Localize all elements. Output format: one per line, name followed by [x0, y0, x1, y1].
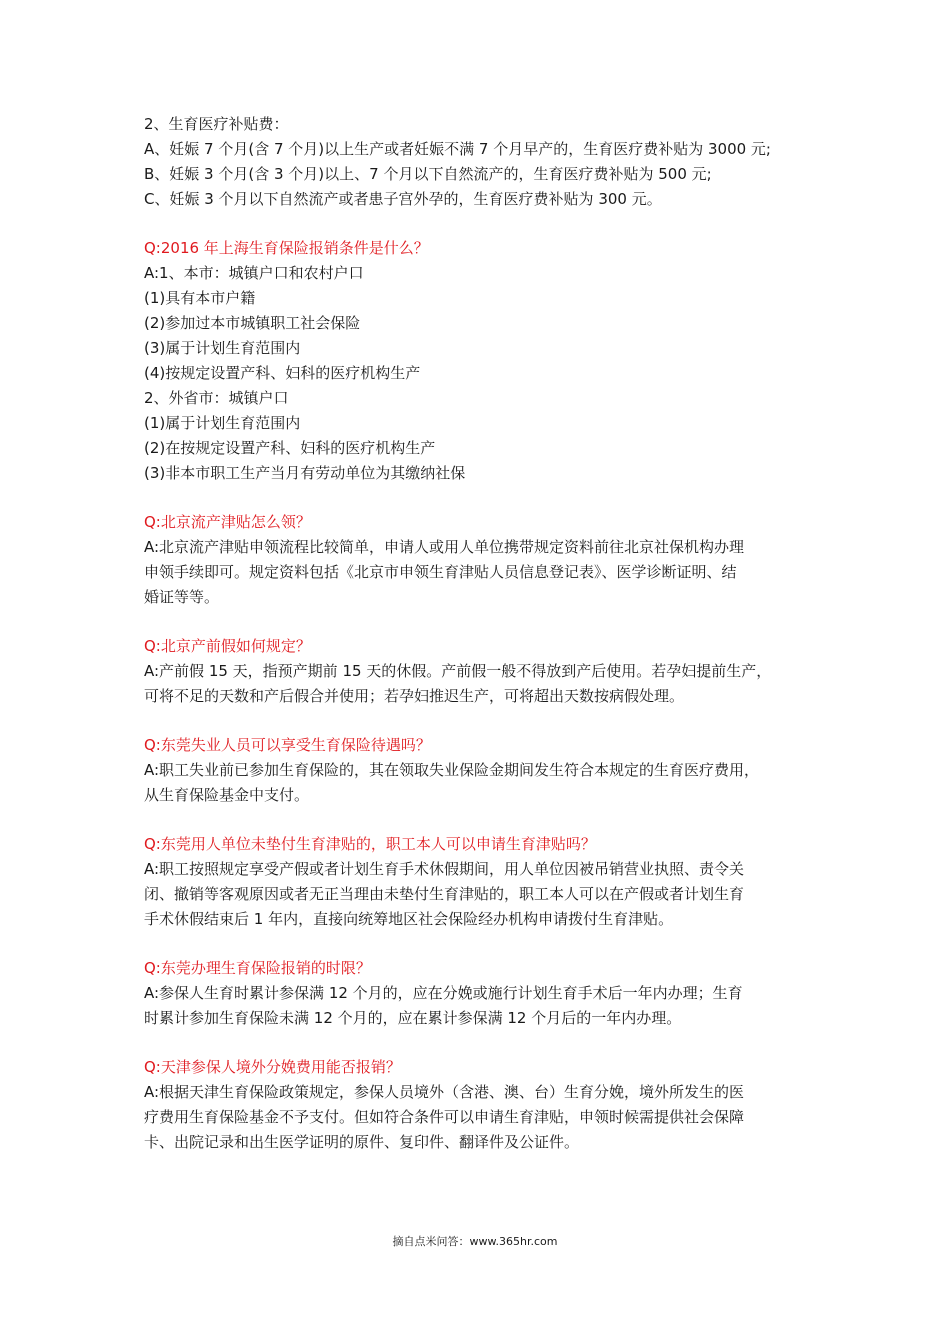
answer-line: (1)属于计划生育范围内: [144, 414, 301, 432]
answer-line: 时累计参加生育保险未满 12 个月的，应在累计参保满 12 个月后的一年内办理。: [144, 1009, 682, 1027]
subsidy-item-a: A、妊娠 7 个月(含 7 个月)以上生产或者妊娠不满 7 个月早产的，生育医疗费补贴为 3000 元;: [144, 140, 771, 158]
source-footer: 摘自点米问答：www.365hr.com: [392, 1235, 558, 1248]
section-gap: [144, 808, 816, 832]
section-gap: [144, 486, 816, 510]
section-gap: [144, 1031, 816, 1055]
question-beijing-miscarriage: Q:北京流产津贴怎么领？: [144, 513, 311, 531]
answer-line: 卡、出院记录和出生医学证明的原件、复印件、翻译件及公证件。: [144, 1133, 580, 1151]
answer-line: 2、外省市：城镇户口: [144, 389, 289, 407]
answer-line: 可将不足的天数和产后假合并使用；若孕妇推迟生产，可将超出天数按病假处理。: [144, 687, 685, 705]
answer-line: (3)非本市职工生产当月有劳动单位为其缴纳社保: [144, 464, 466, 482]
answer-line: A:职工按照规定享受产假或者计划生育手术休假期间，用人单位因被吊销营业执照、责令关: [144, 860, 745, 878]
subsidy-item-b: B、妊娠 3 个月(含 3 个月)以上、7 个月以下自然流产的，生育医疗费补贴为 500 元;: [144, 165, 712, 183]
section-gap: [144, 709, 816, 733]
answer-line: A:北京流产津贴申领流程比较简单，申请人或用人单位携带规定资料前往北京社保机构办理: [144, 538, 745, 556]
question-dongguan-time-limit: Q:东莞办理生育保险报销的时限？: [144, 959, 371, 977]
answer-line: (3)属于计划生育范围内: [144, 339, 301, 357]
section-gap: [144, 610, 816, 634]
question-shanghai-conditions: Q:2016 年上海生育保险报销条件是什么？: [144, 239, 429, 257]
question-tianjin-overseas: Q:天津参保人境外分娩费用能否报销？: [144, 1058, 401, 1076]
answer-line: 从生育保险基金中支付。: [144, 786, 310, 804]
answer-line: (1)具有本市户籍: [144, 289, 256, 307]
question-dongguan-unemployed: Q:东莞失业人员可以享受生育保险待遇吗？: [144, 736, 431, 754]
answer-line: A:参保人生育时累计参保满 12 个月的，应在分娩或施行计划生育手术后一年内办理；生育: [144, 984, 743, 1002]
answer-line: 申领手续即可。规定资料包括《北京市申领生育津贴人员信息登记表》、医学诊断证明、结: [144, 563, 737, 581]
section-gap: [144, 932, 816, 956]
answer-line: A:根据天津生育保险政策规定，参保人员境外（含港、澳、台）生育分娩，境外所发生的医: [144, 1083, 745, 1101]
document-body: [144, 112, 816, 1155]
answer-line: A:1、本市：城镇户口和农村户口: [144, 264, 364, 282]
answer-line: (2)在按规定设置产科、妇科的医疗机构生产: [144, 439, 436, 457]
answer-line: (4)按规定设置产科、妇科的医疗机构生产: [144, 364, 421, 382]
subsidy-heading: 2、生育医疗补贴费：: [144, 115, 289, 133]
answer-line: A:职工失业前已参加生育保险的，其在领取失业保险金期间发生符合本规定的生育医疗费用，: [144, 761, 760, 779]
question-beijing-prenatal-leave: Q:北京产前假如何规定？: [144, 637, 311, 655]
answer-line: 婚证等等。: [144, 588, 220, 606]
answer-line: 疗费用生育保险基金不予支付。但如符合条件可以申请生育津贴，申领时候需提供社会保障: [144, 1108, 745, 1126]
subsidy-item-c: C、妊娠 3 个月以下自然流产或者患子宫外孕的，生育医疗费补贴为 300 元。: [144, 190, 662, 208]
question-dongguan-employer-advance: Q:东莞用人单位未垫付生育津贴的，职工本人可以申请生育津贴吗？: [144, 835, 596, 853]
answer-line: 手术休假结束后 1 年内，直接向统筹地区社会保险经办机构申请拨付生育津贴。: [144, 910, 674, 928]
section-gap: [144, 212, 816, 236]
answer-line: A:产前假 15 天，指预产期前 15 天的休假。产前假一般不得放到产后使用。若孕妇提前生产，: [144, 662, 772, 680]
answer-line: 闭、撤销等客观原因或者无正当理由未垫付生育津贴的，职工本人可以在产假或者计划生育: [144, 885, 745, 903]
answer-line: (2)参加过本市城镇职工社会保险: [144, 314, 361, 332]
